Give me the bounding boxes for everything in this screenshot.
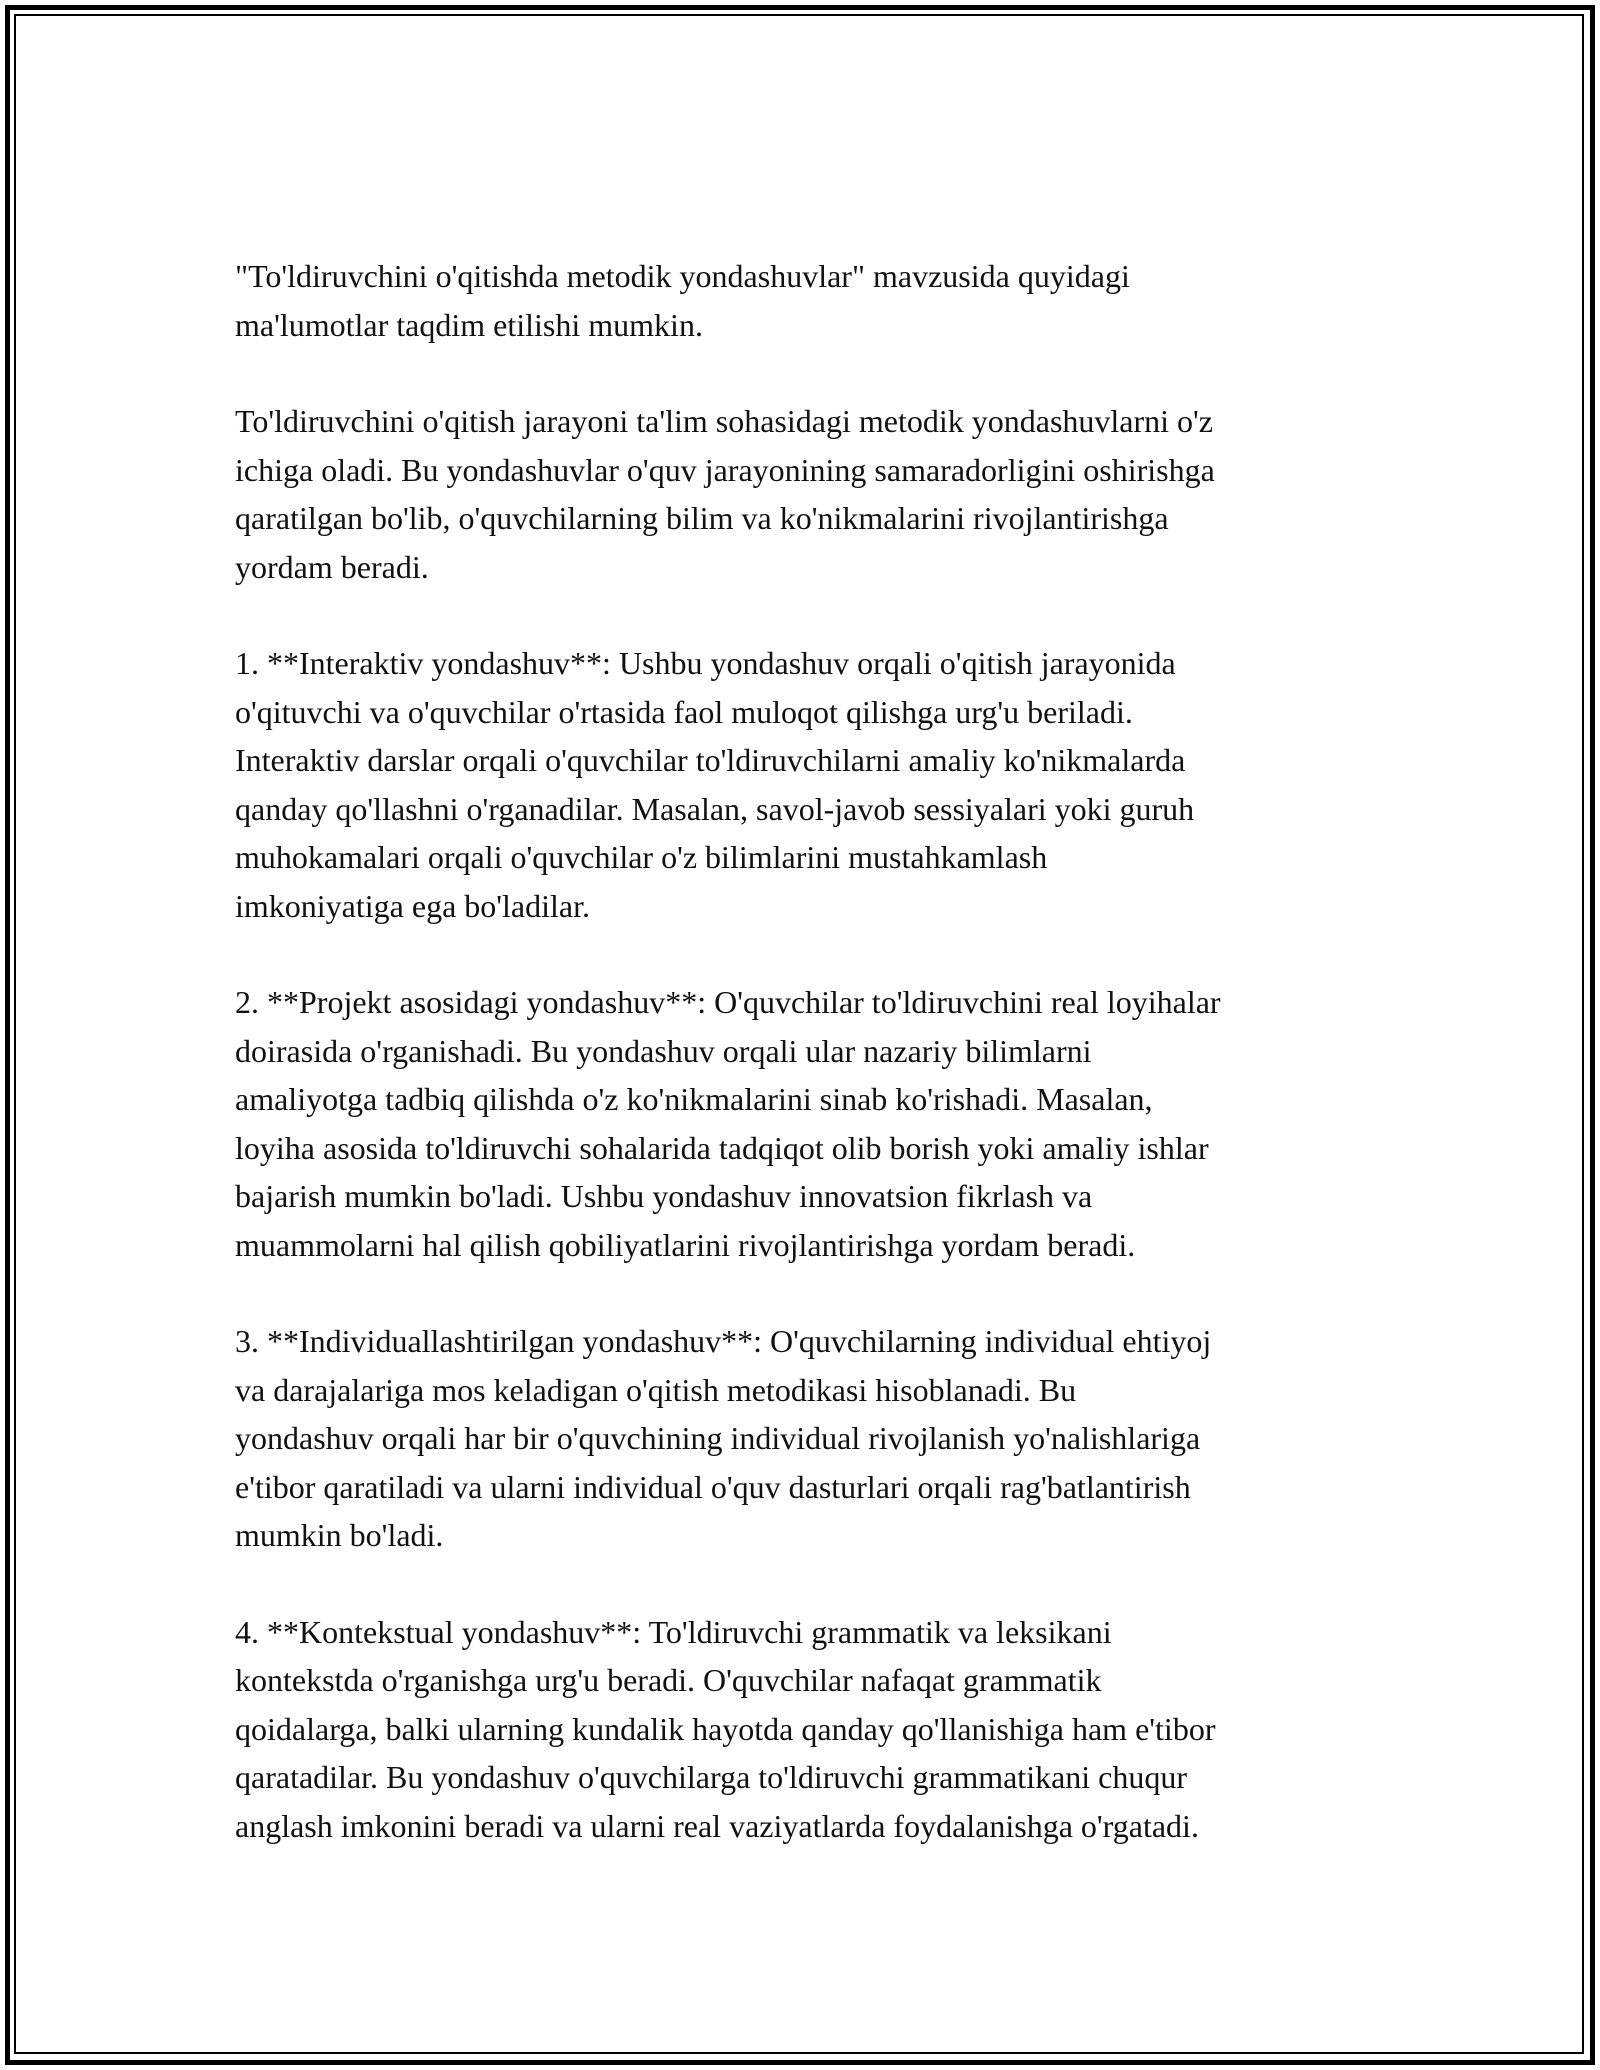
text-line: 4. **Kontekstual yondashuv**: To'ldiruvchi grammatik va leksikani (235, 1613, 1112, 1650)
paragraph-4 (235, 978, 1385, 1269)
text-line: 1. **Interaktiv yondashuv**: Ushbu yondashuv orqali o'qitish jarayonida (235, 645, 1176, 681)
text-line: mumkin bo'ladi. (235, 1517, 444, 1553)
paragraph-1 (235, 252, 1385, 349)
text-line: yondashuv orqali har bir o'quvchining individual rivojlanish yo'nalishlariga (235, 1420, 1201, 1456)
text-line: "To'ldiruvchini o'qitishda metodik yondashuvlar" mavzusida quyidagi (235, 258, 1130, 294)
paragraph-5 (235, 1317, 1385, 1560)
text-line: 3. **Individuallashtirilgan yondashuv**: O'quvchilarning individual ehtiyoj (235, 1323, 1212, 1359)
text-line: qoidalarga, balki ularning kundalik hayotda qanday qo'llanishiga ham e'tibor (235, 1710, 1216, 1747)
text-line: imkoniyatiga ega bo'ladilar. (235, 887, 590, 924)
text-line: muhokamalari orqali o'quvchilar o'z bilimlarini mustahkamlash (235, 839, 1048, 875)
text-line: muammolarni hal qilish qobiliyatlarini rivojlantirishga yordam beradi. (235, 1226, 1136, 1263)
text-line: anglash imkonini beradi va ularni real vaziyatlarda foydalanishga o'rgatadi. (235, 1807, 1199, 1844)
text-line: yordam beradi. (235, 548, 429, 585)
text-line: o'qituvchi va o'quvchilar o'rtasida faol muloqot qilishga urg'u beriladi. (235, 693, 1133, 730)
document-body (235, 252, 1385, 1898)
text-line: Interaktiv darslar orqali o'quvchilar to'ldiruvchilarni amaliy ko'nikmalarda (235, 742, 1186, 778)
text-line: ichiga oladi. Bu yondashuvlar o'quv jarayonining samaradorligini oshirishga (235, 451, 1215, 488)
text-line: kontekstda o'rganishga urg'u beradi. O'quvchilar nafaqat grammatik (235, 1662, 1102, 1698)
text-line: loyiha asosida to'ldiruvchi sohalarida tadqiqot olib borish yoki amaliy ishlar (235, 1129, 1209, 1166)
text-line: amaliyotga tadbiq qilishda o'z ko'nikmalarini sinab ko'rishadi. Masalan, (235, 1081, 1153, 1117)
text-line: bajarish mumkin bo'ladi. Ushbu yondashuv innovatsion fikrlash va (235, 1178, 1093, 1214)
paragraph-3 (235, 639, 1385, 930)
text-line: qaratilgan bo'lib, o'quvchilarning bilim va ko'nikmalarini rivojlantirishga (235, 500, 1169, 536)
text-line: To'ldiruvchini o'qitish jarayoni ta'lim sohasidagi metodik yondashuvlarni o'z (235, 403, 1213, 439)
text-line: 2. **Projekt asosidagi yondashuv**: O'quvchilar to'ldiruvchini real loyihalar (235, 984, 1221, 1020)
paragraph-6 (235, 1608, 1385, 1851)
text-line: ma'lumotlar taqdim etilishi mumkin. (235, 306, 703, 343)
text-line: e'tibor qaratiladi va ularni individual o'quv dasturlari orqali rag'batlantirish (235, 1468, 1191, 1505)
text-line: qaratadilar. Bu yondashuv o'quvchilarga to'ldiruvchi grammatikani chuqur (235, 1759, 1188, 1795)
paragraph-2 (235, 397, 1385, 591)
text-line: doirasida o'rganishadi. Bu yondashuv orqali ular nazariy bilimlarni (235, 1032, 1092, 1069)
text-line: qanday qo'llashni o'rganadilar. Masalan, savol-javob sessiyalari yoki guruh (235, 790, 1195, 827)
text-line: va darajalariga mos keladigan o'qitish metodikasi hisoblanadi. Bu (235, 1371, 1077, 1408)
